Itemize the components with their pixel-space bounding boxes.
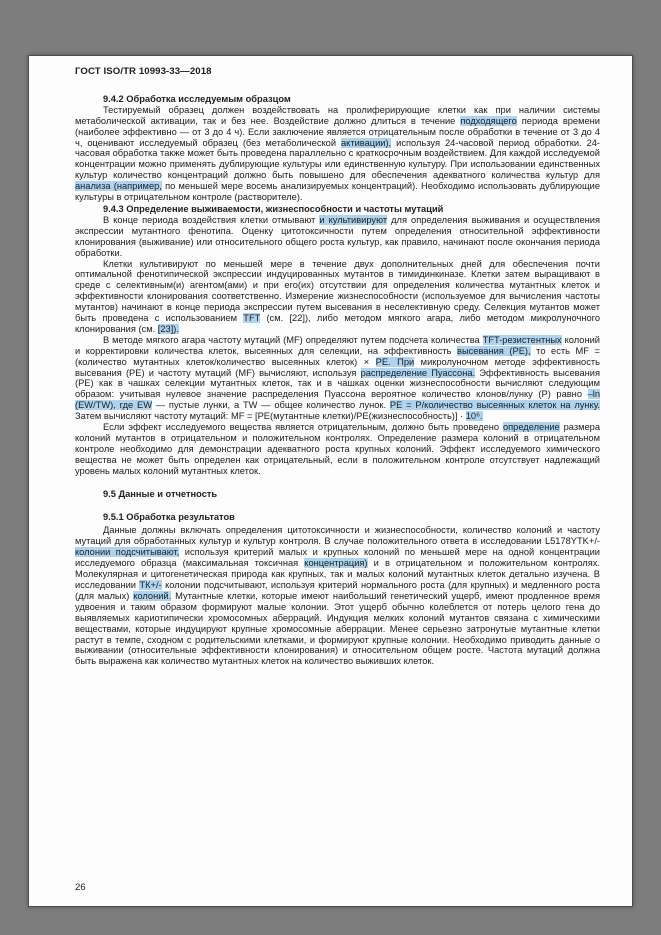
body-text: Тестируемый образец должен воздействовать на пролиферирующие клетки как при наличии системы метаболической активации, так и без нее. Воздействие должно длиться в течение <box>75 104 600 126</box>
highlighted-text: активации), <box>340 137 392 148</box>
highlighted-text: и культивируют <box>319 214 388 225</box>
body-text: Если эффект исследуемого вещества является отрицательным, должно быть проведено <box>103 422 503 433</box>
highlighted-text: [23]). <box>157 323 179 334</box>
paragraph <box>75 215 600 259</box>
body-text: микролуночном методе эффективность высевания (PE) и частоту мутаций (MF) вычисляют, используя <box>75 356 600 378</box>
body-text: Данные должны включать определения цитотоксичности и жизнеспособности, количество колоний и частоту мутаций для обработанных культур и культур контроля. В случае положительного ответа в исследовании L5178YTK+/- <box>75 525 600 547</box>
body-text: колоний и корректировки количества клеток, высеянных для селекции, на эффективность <box>75 334 600 356</box>
body-text: периода времени (наиболее эффективно — от 3 до 4 ч). Если заключение является отрицательным после обработки в течение от 3 до 4 ч, оценивают исследуемый образец (без метаболической <box>75 115 600 148</box>
highlighted-text: 10⁶. <box>465 411 483 422</box>
paragraph <box>75 525 600 667</box>
highlighted-text: концентрация) <box>304 558 368 569</box>
body-text: Мутантные клетки, которые имеют наибольший генетический ущерб, имеют продленное время удвоения и таким образом формируют малые колонии. Этот ущерб обычно колеблется от потерь целого гена до выявляемых кариотипически хромосомных аберраций. Индукция мелких колоний мутантов связана с химическими веществами, которые индуцируют крупные хромосомные аберрации. Менее серьезно затронутые мутантные клетки растут в темпе, сходном с родительскими клетками, и формируют крупные колонии. Необходимо приводить данные о выживании (относительные эффективности клонирования) и относительном общем росте. Частота мутаций должна быть выражена как количество мутантных клеток на количество выживших клеток. <box>75 590 600 667</box>
body-text: В конце периода воздействия клетки отмывают <box>103 214 320 225</box>
page-number: 26 <box>75 882 86 894</box>
body-text: Клетки культивируют по меньшей мере в течение двух дополнительных дней для обеспечения почти оптимальной фенотипической экспрессии индуцированных мутантов в тимидинкиназе. Клетки затем выращивают в среде с селективным(и) агентом(ами) и при его(их) отсутствии для определения количества мутантных клеток и эффективности клонирования соответственно. Измерение жизнеспособности (используемое для вычисления частоты мутантов) начинают в конце периода экспрессии путем высевания в неселективную среду. Селекция мутантов может быть проведена с использованием <box>75 258 600 324</box>
body-text: — пустые лунки, а TW — общее количество лунок. <box>151 400 390 411</box>
highlighted-text: –ln (EW/TW), где EW <box>75 389 600 411</box>
body-text: размера колоний мутантов в отрицательном и положительном контролях. Определение размера колоний в отрицательном контроле необходимо для демонстрации адекватного роста крупных колоний. Эффект исследуемого химического вещества не может быть определен как отрицательный, если в положительном контроле отсутствует надлежащий уровень малых колоний мутантных клеток. <box>75 422 600 476</box>
highlighted-text: TFT-резистентных <box>482 334 562 345</box>
body-text: то есть MF = (количество мутантных клеток/количество высеянных клеток) × <box>75 345 600 367</box>
paragraph <box>75 335 600 422</box>
document-header: ГОСТ ISO/TR 10993-33—2018 <box>75 66 212 77</box>
body-text: используя 24-часовой период обработки. 24-часовая обработка также может быть проведена параллельно с краткосрочным воздействием. Для каждой исследуемой концентрации можно применять дублирующие культуры или единственную культуру. При использовании единственных культур количество концентраций должно быть повышено для обеспечения адекватного количества культур для <box>75 137 601 181</box>
section-heading: 9.4.3 Определение выживаемости, жизнеспособности и частоты мутаций <box>103 203 444 214</box>
paragraph <box>75 259 600 335</box>
highlighted-text: PE. При <box>375 356 415 367</box>
highlighted-text: PE = P/количество высеянных клеток на лунку. <box>389 400 601 411</box>
body-text: для определения выживания и осуществления экспрессии мутантного фенотипа. Оценку цитотоксичности путем определения относительной эффективности клонирования (выживание) или относительного общего роста культур, как правило, начинают после окончания периода обработки. <box>75 214 601 258</box>
section-heading: 9.5 Данные и отчетность <box>103 488 218 499</box>
highlighted-text: TFT <box>243 313 261 324</box>
body-text: (см. [22]), либо методом мягкого агара, либо методом микролуночного клонирования (см. <box>75 313 600 334</box>
highlighted-text: определение <box>502 422 560 433</box>
highlighted-text: подходящего <box>460 115 517 126</box>
highlighted-text: распределение Пуассона. <box>360 367 476 378</box>
highlighted-text: колонии подсчитывают, <box>75 547 180 558</box>
highlighted-text: высевания (PE), <box>457 345 531 356</box>
section-heading: 9.5.1 Обработка результатов <box>103 511 235 522</box>
body-text: используя критерий малых и крупных колоний по меньшей мере на одной концентрации исследуемого образца (максимальная токсичная <box>75 547 600 569</box>
body-text: Эффективность высевания (PE) как в чашках селекции мутантных клеток, так и в чашках оценки жизнеспособности вычисляют следующим образом: учитывая нулевое значение распределения Пуассона вероятное количество клонов/лунку (P) равно <box>75 367 600 400</box>
body-text: по меньшей мере восемь анализируемых концентраций). Необходимо использовать дублирующие культуры в отрицательном контроле (растворителе). <box>75 181 600 203</box>
paragraph <box>75 422 600 477</box>
body-text: колонии подсчитывают, используя критерий нормального роста (для крупных) и медленного роста (для малых) <box>75 579 600 601</box>
document-content <box>75 94 600 667</box>
section-heading: 9.4.2 Обработка исследуемым образцом <box>103 93 291 104</box>
highlighted-text: анализа (например, <box>75 181 162 192</box>
body-text: и в отрицательном и положительном контролях. Молекулярная и цитогенетическая природа как крупных, так и малых колоний мутантных клеток детально изучена. В исследовании <box>75 558 600 590</box>
body-text: В методе мягкого агара частоту мутаций (MF) определяют путем подсчета количества <box>103 334 483 345</box>
paragraph <box>75 105 600 203</box>
document-page <box>28 55 633 907</box>
highlighted-text: колоний. <box>133 590 172 601</box>
body-text: Затем вычисляют частоту мутаций: MF = [PE(мутантные клетки)/PE(жизнеспособность)] · <box>75 411 466 422</box>
highlighted-text: ТК+/- <box>139 579 162 590</box>
